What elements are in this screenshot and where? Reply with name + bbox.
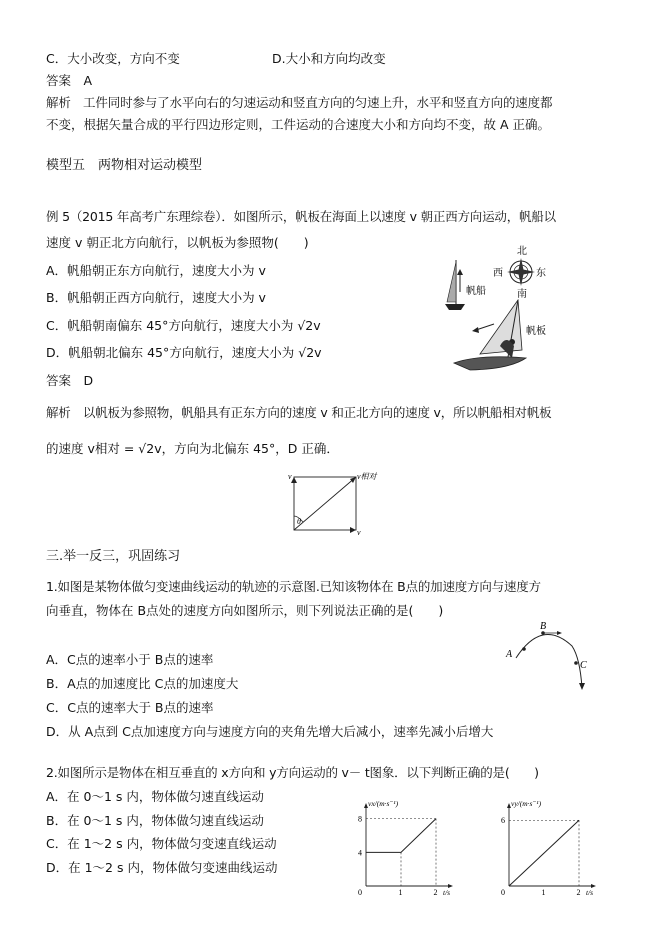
x-tick-label: 1 <box>398 888 403 897</box>
vector-v-top: v <box>288 472 292 481</box>
vector-diagram <box>284 470 377 540</box>
sailing-figure <box>440 242 600 377</box>
example-answer: 答案 D <box>46 373 94 388</box>
example-option-b: B．帆船朝正西方向航行，速度大小为 v <box>46 290 266 305</box>
example-stem-line-1: 例 5（2015 年高考广东理综卷）．如图所示，帆板在海面上以速度 v 朝正西方向运动，帆船以 <box>46 209 556 224</box>
q1-option-d: D．从 A点到 C点加速度方向与速度方向的夹角先增大后减小，速率先减小后增大 <box>46 724 494 739</box>
model-title: 模型五 两物相对运动模型 <box>46 158 203 173</box>
series-line-vx <box>366 819 436 853</box>
compass-south: 南 <box>517 289 527 300</box>
x-tick-label: 1 <box>541 888 546 897</box>
vector-v-relative: v相对 <box>357 472 377 481</box>
sailboat-label: 帆船 <box>466 286 486 297</box>
windsurf-label: 帆板 <box>526 326 546 337</box>
q2-option-c: C．在 1～2 s 内，物体做匀变速直线运动 <box>46 836 277 851</box>
vector-v-right: v <box>357 528 361 537</box>
point-b-label: B <box>540 621 547 632</box>
example-analysis-line-2: 的速度 v相对 = √2v，方向为北偏东 45°，D 正确． <box>46 441 339 456</box>
x-tick-label: 2 <box>576 888 581 897</box>
section-title: 三.举一反三，巩固练习 <box>46 549 181 564</box>
q2-stem: 2.如图所示是物体在相互垂直的 x方向和 y方向运动的 v－ t图象．以下判断正确的是( ) <box>46 765 539 780</box>
compass-west: 西 <box>493 268 503 279</box>
vy-t-chart <box>493 797 603 897</box>
option-c: C．大小改变，方向不变 <box>46 51 180 66</box>
q1-option-a: A．C点的速率小于 B点的速率 <box>46 652 214 667</box>
y-axis-label: vx/(m·s⁻¹) <box>368 799 399 808</box>
y-tick-label: 8 <box>358 814 362 824</box>
answer: 答案 A <box>46 73 93 88</box>
x-tick-label: 0 <box>358 888 362 897</box>
x-axis-label: t/s <box>586 888 594 897</box>
x-tick-label: 2 <box>433 888 438 897</box>
q2-option-d: D．在 1～2 s 内，物体做匀变速曲线运动 <box>46 860 278 875</box>
q1-option-b: B．A点的加速度比 C点的加速度大 <box>46 676 239 691</box>
y-axis-label: vy/(m·s⁻¹) <box>511 799 542 808</box>
compass-north: 北 <box>517 246 527 257</box>
compass-east: 东 <box>536 268 546 279</box>
x-tick-label: 0 <box>501 888 505 897</box>
analysis-line-2: 不变，根据矢量合成的平行四边形定则，工件运动的合速度大小和方向均不变，故 A 正确。 <box>46 117 550 132</box>
q1-stem-line-2: 向垂直，物体在 B点处的速度方向如图所示，则下列说法正确的是( ) <box>46 603 444 618</box>
example-analysis-line-1: 解析 以帆板为参照物，帆船具有正东方向的速度 v 和正北方向的速度 v，所以帆船相对帆板 <box>46 405 552 420</box>
example-stem-line-2: 速度 v 朝正北方向航行，以帆板为参照物( ) <box>46 235 309 250</box>
option-d: D.大小和方向均改变 <box>272 51 386 66</box>
x-axis-label: t/s <box>443 888 451 897</box>
q2-option-a: A．在 0～1 s 内，物体做匀速直线运动 <box>46 789 264 804</box>
point-c-label: C <box>580 660 587 671</box>
example-option-c: C．帆船朝南偏东 45°方向航行，速度大小为 √2v <box>46 318 321 333</box>
windsurf-icon <box>454 300 526 370</box>
q1-option-c: C．C点的速率大于 B点的速率 <box>46 700 214 715</box>
q1-stem-line-1: 1.如图是某物体做匀变速曲线运动的轨迹的示意图.已知该物体在 B点的加速度方向与速度方 <box>46 579 541 594</box>
trajectory-figure <box>500 622 600 694</box>
q2-option-b: B．在 0～1 s 内，物体做匀速直线运动 <box>46 813 264 828</box>
vx-t-chart <box>350 797 460 897</box>
y-tick-label: 4 <box>358 848 362 858</box>
series-line-vy <box>509 820 579 886</box>
y-tick-label: 6 <box>501 816 505 826</box>
point-a-label: A <box>506 649 513 660</box>
vector-theta: θ <box>297 517 301 526</box>
compass-icon <box>507 258 535 286</box>
sailboat-icon <box>445 260 465 310</box>
example-option-a: A．帆船朝正东方向航行，速度大小为 v <box>46 263 266 278</box>
analysis-line-1: 解析 工件同时参与了水平向右的匀速运动和竖直方向的匀速上升，水平和竖直方向的速度都 <box>46 95 553 110</box>
example-option-d: D．帆船朝北偏东 45°方向航行，速度大小为 √2v <box>46 345 322 360</box>
